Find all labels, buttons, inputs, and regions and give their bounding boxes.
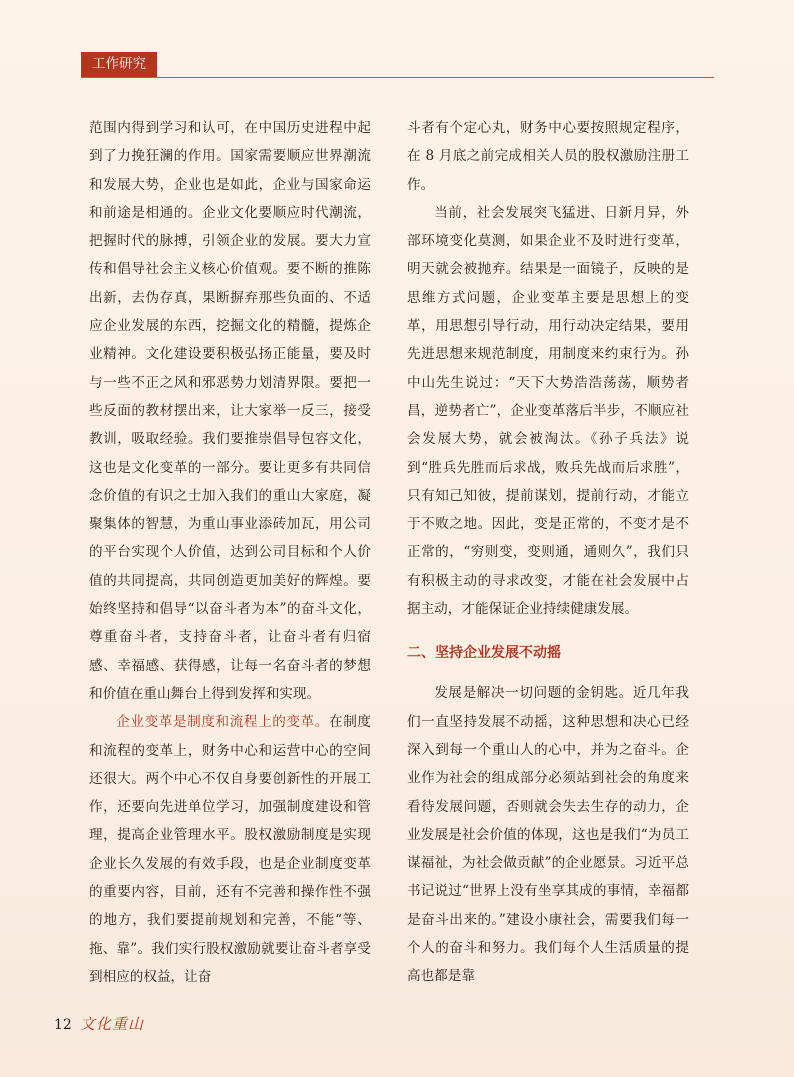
highlight-lead-sentence: 企业变革是制度和流程上的变革。 xyxy=(116,714,330,731)
body-paragraph: 当前，社会发展突飞猛进、日新月异，外部环境变化莫测，如果企业不及时进行变革，明天就会被抛弃。结果是一面镜子，反映的是思维方式问题，企业变革主要是思想上的变革，用思想引导行动，用行动决定结果，要用先进思想来规范制度，用制度来约束行为。孙中山先生说过：“天下大势浩浩荡荡，顺势者昌，逆势者亡”，企业变革落后半步，不顺应社会发展大势，就会被淘汰。《孙子兵法》说到“胜兵先胜而后求战，败兵先战而后求胜”，只有知己知彼，提前谋划，提前行动，才能立于不败之地。因此，变是正常的，不变才是不正常的，“穷则变，变则通，通则久”，我们只有积极主动的寻求改变，才能在社会发展中占据主动，才能保证企业持续健康发展。 xyxy=(407,204,689,618)
magazine-logo: 文化重山 xyxy=(80,1015,145,1033)
section-tag: 工作研究 xyxy=(81,52,157,77)
section-heading: 二、坚持企业发展不动摇 xyxy=(407,645,561,662)
body-paragraph: 斗者有个定心丸，财务中心要按照规定程序，在 8 月底之前完成相关人员的股权激励注册工作。 xyxy=(407,120,689,193)
left-column xyxy=(89,114,371,991)
right-column xyxy=(407,114,689,991)
header-rule xyxy=(81,77,714,78)
body-paragraph: 发展是解决一切问题的金钥匙。近几年我们一直坚持发展不动摇，这种思想和决心已经深入到每一个重山人的心中，并为之奋斗。企业作为社会的组成部分必须站到社会的角度来看待发展问题，否则就会失去生存的动力，企业发展是社会价值的体现，这也是我们“为员工谋福祉，为社会做贡献”的企业愿景。习近平总书记说过“世界上没有坐享其成的事情，幸福都是奋斗出来的。”建设小康社会，需要我们每一个人的奋斗和努力。我们每个人生活质量的提高也都是靠 xyxy=(407,685,689,985)
paragraph-text: 在制度和流程的变革上，财务中心和运营中心的空间还很大。两个中心不仅自身要创新性的开展工作，还要向先进单位学习，加强制度建设和管理，提高企业管理水平。股权激励制度是实现企业长久发展的有效手段，也是企业制度变革的重要内容，目前，还有不完善和操作性不强的地方，我们要提前规划和完善，不能“等、拖、靠”。我们实行股权激励就要让奋斗者享受到相应的权益，让奋 xyxy=(89,714,372,985)
body-paragraph: 范围内得到学习和认可，在中国历史进程中起到了力挽狂澜的作用。国家需要顺应世界潮流和发展大势，企业也是如此，企业与国家命运和前途是相通的。企业文化要顺应时代潮流，把握时代的脉搏，引领企业的发展。要大力宣传和倡导社会主义核心价值观。要不断的推陈出新，去伪存真，果断摒弃那些负面的、不适应企业发展的东西，挖掘文化的精髓，提炼企业精神。文化建设要积极弘扬正能量，要及时与一些不正之风和邪恶势力划清界限。要把一些反面的教材摆出来，让大家举一反三，接受教训，吸取经验。我们要推崇倡导包容文化，这也是文化变革的一部分。要让更多有共同信念价值的有识之士加入我们的重山大家庭，凝聚集体的智慧，为重山事业添砖加瓦，用公司的平台实现个人价值，达到公司目标和个人价值的共同提高，共同创造更加美好的辉煌。要始终坚持和倡导“以奋斗者为本”的奋斗文化，尊重奋斗者，支持奋斗者，让奋斗者有归宿感、幸福感、获得感，让每一名奋斗者的梦想和价值在重山舞台上得到发挥和实现。 xyxy=(89,120,371,702)
body-paragraph xyxy=(89,708,371,991)
page-number: 12 xyxy=(54,1017,72,1033)
